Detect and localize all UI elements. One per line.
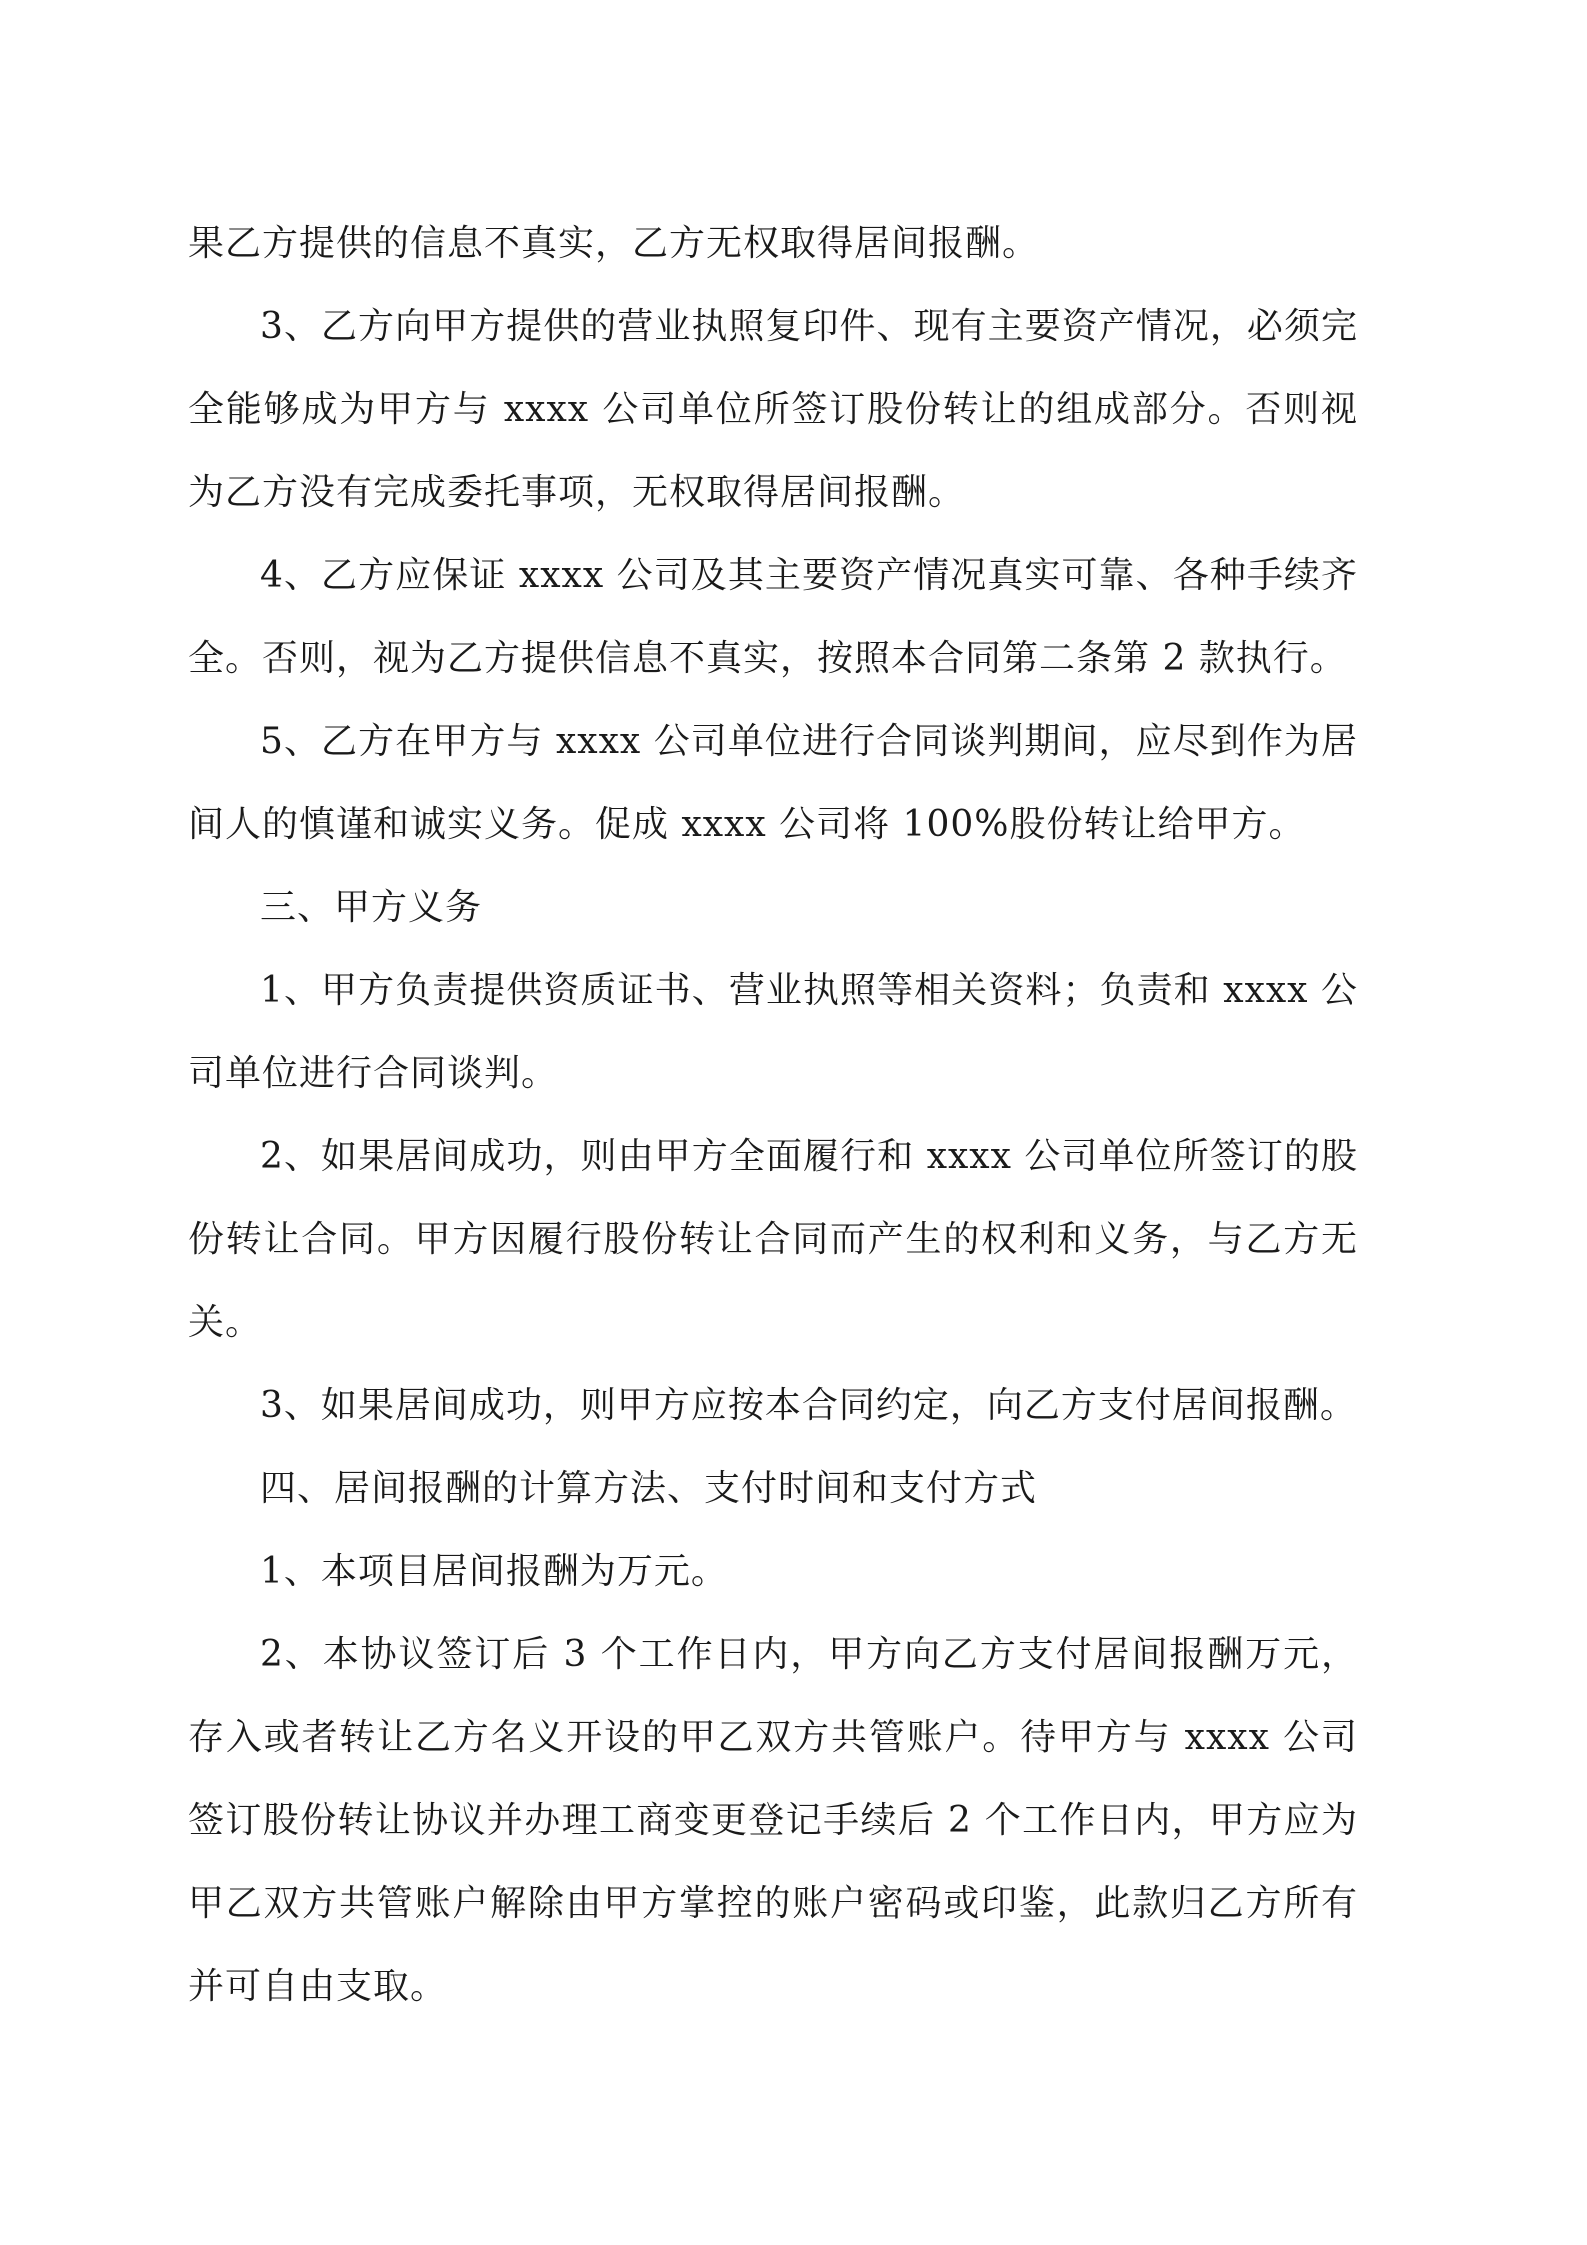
paragraph-item-4-1: 1、本项目居间报酬为万元。: [260, 1551, 728, 1592]
paragraph-item-2-4: 4、乙方应保证 xxxx 公司及其主要资产情况真实可靠、各种手续齐全。否则，视为乙方提供信息不真实，按照本合同第二条第 2 款执行。: [188, 555, 1358, 679]
paragraph-item-2-5: 5、乙方在甲方与 xxxx 公司单位进行合同谈判期间，应尽到作为居间人的慎谨和诚实义务。促成 xxxx 公司将 100%股份转让给甲方。: [188, 721, 1358, 845]
paragraph-item-2-3: 3、乙方向甲方提供的营业执照复印件、现有主要资产情况，必须完全能够成为甲方与 xxxx 公司单位所签订股份转让的组成部分。否则视为乙方没有完成委托事项，无权取得居间报酬。: [188, 306, 1358, 513]
paragraph-item-3-2: 2、如果居间成功，则由甲方全面履行和 xxxx 公司单位所签订的股份转让合同。甲方因履行股份转让合同而产生的权利和义务，与乙方无关。: [188, 1136, 1358, 1343]
section-heading-4: 四、居间报酬的计算方法、支付时间和支付方式: [260, 1468, 1038, 1509]
paragraph-item-3-3: 3、如果居间成功，则甲方应按本合同约定，向乙方支付居间报酬。: [260, 1385, 1357, 1426]
paragraph-item-4-2: 2、本协议签订后 3 个工作日内，甲方向乙方支付居间报酬万元，存入或者转让乙方名义开设的甲乙双方共管账户。待甲方与 xxxx 公司签订股份转让协议并办理工商变更登记手续后 2 个工作日内，甲方应为甲乙双方共管账户解除由甲方掌控的账户密码或印鉴，此款归乙方所有并可自由支取。: [188, 1634, 1358, 2007]
paragraph-continuation: 果乙方提供的信息不真实，乙方无权取得居间报酬。: [188, 223, 1040, 264]
paragraph-item-3-1: 1、甲方负责提供资质证书、营业执照等相关资料；负责和 xxxx 公司单位进行合同谈判。: [188, 970, 1358, 1094]
section-heading-3: 三、甲方义务: [260, 887, 483, 928]
document-body: [188, 202, 1358, 2028]
